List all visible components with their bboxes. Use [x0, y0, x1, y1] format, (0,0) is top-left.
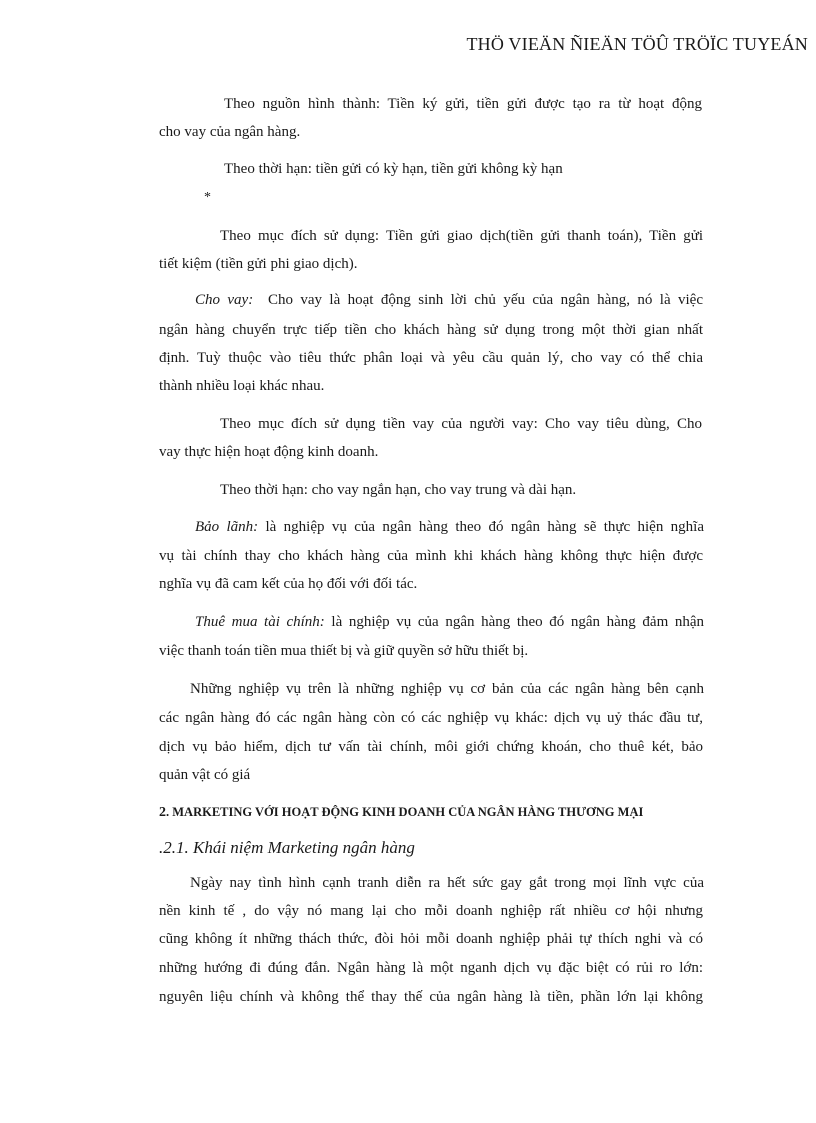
paragraph-line: vay thực hiện hoạt động kinh doanh.: [159, 444, 379, 460]
paragraph-line: Theo nguồn hình thành: Tiền ký gửi, tiền gửi được tạo ra từ hoạt động: [224, 96, 702, 112]
paragraph-line: Theo mục đích sử dụng tiền vay của người vay: Cho vay tiêu dùng, Cho: [220, 416, 702, 432]
paragraph-line: Theo thời hạn: tiền gửi có kỳ hạn, tiền gửi không kỳ hạn: [224, 161, 563, 177]
page-header-title: THÖ VIEÄN ÑIEÄN TÖÛ TRÖÏC TUYEÁN: [466, 34, 808, 54]
paragraph-line: việc thanh toán tiền mua thiết bị và giữ quyền sở hữu thiết bị.: [159, 643, 529, 659]
term-thue-mua-tai-chinh: Thuê mua tài chính:: [195, 614, 325, 630]
paragraph-line: quản vật có giá: [159, 767, 251, 783]
paragraph-line: Theo thời hạn: cho vay ngắn hạn, cho vay trung và dài hạn.: [220, 482, 577, 498]
paragraph-line: các ngân hàng đó các ngân hàng còn có các nghiệp vụ khác: dịch vụ uỷ thác đầu tư,: [159, 710, 703, 726]
paragraph-line: Ngày nay tình hình cạnh tranh diễn ra hết sức gay gắt trong mọi lĩnh vực của: [190, 875, 704, 891]
paragraph-line: Thuê mua tài chính: là nghiệp vụ của ngân hàng theo đó ngân hàng đảm nhận: [195, 614, 704, 630]
paragraph-line: nền kinh tế , do vậy nó mang lại cho mỗi doanh nghiệp rất nhiều cơ hội nhưng: [159, 903, 703, 919]
paragraph-line: cho vay của ngân hàng.: [159, 124, 301, 140]
paragraph-line: Cho vay: Cho vay là hoạt động sinh lời chủ yếu của ngân hàng, nó là việc: [195, 292, 703, 308]
subsection-heading: .2.1. Khái niệm Marketing ngân hàng: [159, 838, 415, 857]
asterisk-mark: *: [204, 190, 211, 205]
term-cho-vay: Cho vay:: [195, 292, 254, 308]
paragraph-line: Theo mục đích sử dụng: Tiền gửi giao dịch(tiền gửi thanh toán), Tiền gửi: [220, 228, 703, 244]
paragraph-line: thành nhiều loại khác nhau.: [159, 378, 325, 394]
term-bao-lanh: Bảo lãnh:: [195, 519, 259, 535]
paragraph-line: nghĩa vụ đã cam kết của họ đối với đối tác.: [159, 576, 418, 592]
paragraph-line: định. Tuỳ thuộc vào tiêu thức phân loại và yêu cầu quản lý, cho vay có thể chia: [159, 350, 703, 366]
paragraph-line: nguyên liệu chính và không thể thay thế của ngân hàng là tiền, phần lớn lại không: [159, 989, 703, 1005]
paragraph-line: tiết kiệm (tiền gửi phi giao dịch).: [159, 256, 358, 272]
paragraph-line: dịch vụ bảo hiểm, dịch tư vấn tài chính, môi giới chứng khoán, cho thuê két, bảo: [159, 739, 703, 755]
paragraph-line: ngân hàng chuyển trực tiếp tiền cho khách hàng sử dụng trong một thời gian nhất: [159, 322, 703, 338]
section-heading: 2. MARKETING VỚI HOẠT ĐỘNG KINH DOANH CỦA NGÂN HÀNG THƯƠNG MẠI: [159, 805, 644, 820]
paragraph-line: Những nghiệp vụ trên là những nghiệp vụ cơ bản của các ngân hàng bên cạnh: [190, 681, 704, 697]
paragraph-line: Bảo lãnh: là nghiệp vụ của ngân hàng theo đó ngân hàng sẽ thực hiện nghĩa: [195, 519, 704, 535]
paragraph-line: vụ tài chính thay cho khách hàng của mình khi khách hàng không thực hiện được: [159, 548, 703, 564]
paragraph-line: những hướng đi đúng đắn. Ngân hàng là một nganh dịch vụ đặc biệt có rủi ro lớn:: [159, 960, 703, 976]
paragraph-line: cũng không ít những thách thức, đòi hỏi mỗi doanh nghiệp phải tự thích nghi và có: [159, 931, 703, 947]
